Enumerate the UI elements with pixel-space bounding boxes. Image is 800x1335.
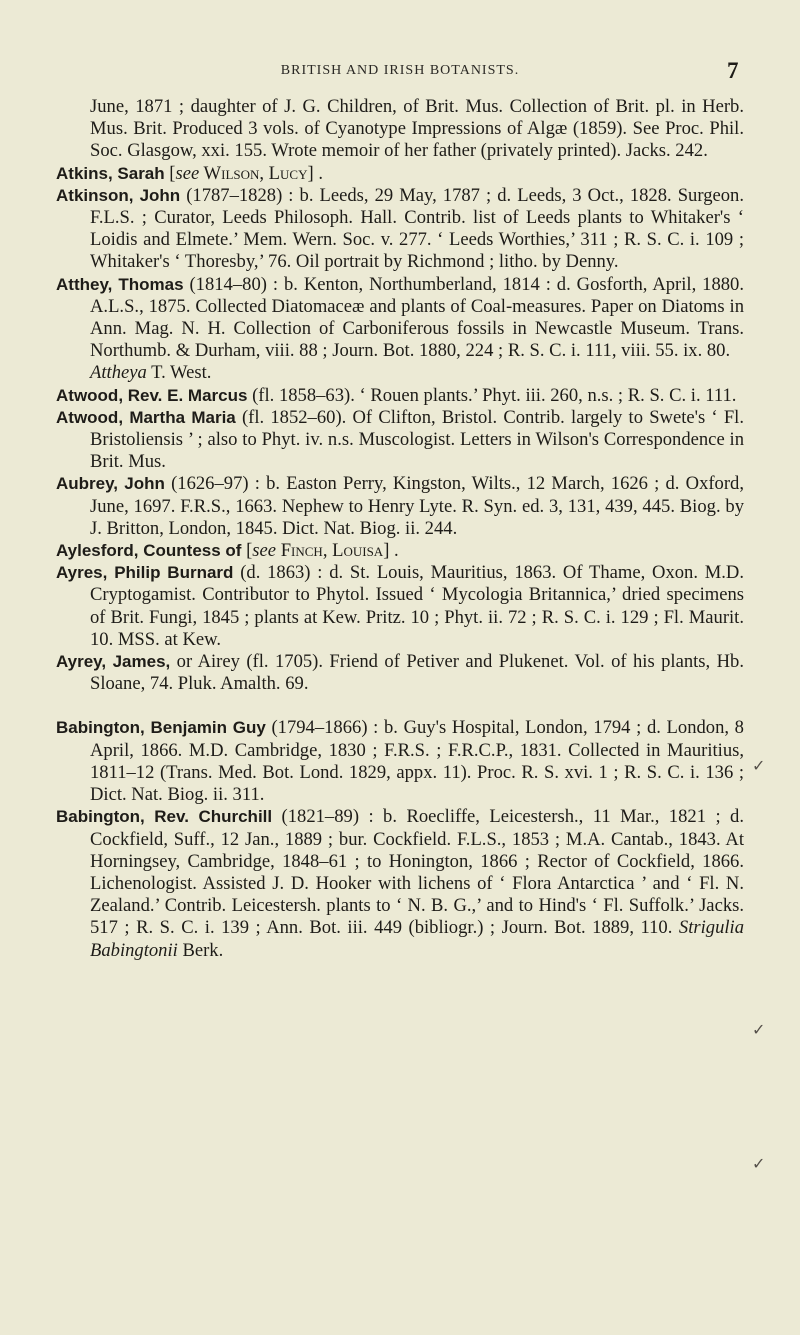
entry-name: Atwood, Martha Maria bbox=[56, 407, 236, 427]
entry-ayrey-james: Ayrey, James, or Airey (fl. 1705). Friend of Petiver and Plukenet. Vol. of his plants, Hb. Sloane, 74. Pluk. Amalth. 69. bbox=[56, 651, 744, 695]
entry-atthey-thomas: Atthey, Thomas (1814–80) : b. Kenton, Northumberland, 1814 : d. Gosforth, April, 1880. A.L.S., 1875. Collected Diatomaceæ and plants of Coal-measures. Paper on Diatoms in Ann. Mag. N. H. Collection of Carboniferous fossils in Newcastle Museum. Trans. Northumb. & Durham, viii. 88 ; Journ. Bot. 1880, 224 ; R. S. C. i. 111, viii. 55. ix. 80. Attheya T. West. bbox=[56, 273, 744, 384]
entry-babington-churchill: Babington, Rev. Churchill (1821–89) : b. Roecliffe, Leicestersh., 11 Mar., 1821 ; d. Cockfield, Suff., 12 Jan., 1889 ; bur. Cockfield. F.L.S., 1853 ; M.A. Cantab., 1843. At Horningsey, Cambridge, 1848–61 ; to Honington, 1866 ; Rector of Cockfield, 1866. Lichenologist. Assisted J. D. Hooker with lichens of ‘ Flora Antarctica ’ and ‘ Fl. N. Zealand.’ Contrib. Leicestersh. plants to ‘ N. B. G.,’ and to Hind's ‘ Fl. Suffolk.’ Jacks. 517 ; R. S. C. i. 139 ; Ann. Bot. iii. 449 (bibliogr.) ; Journ. Bot. 1889, 110. Strigulia Babingtonii Berk. bbox=[56, 806, 744, 961]
running-header: BRITISH AND IRISH BOTANISTS. bbox=[280, 63, 520, 78]
entry-continuation: June, 1871 ; daughter of J. G. Children, of Brit. Mus. Collection of Brit. pl. in Herb. Mus. Brit. Produced 3 vols. of Cyanotype Impressions of Algæ (1859). See Proc. Phil. Soc. Glasgow, xxi. 155. Wrote memoir of her father (privately printed). Jacks. 242. bbox=[90, 96, 744, 162]
entry-name: Babington, Benjamin Guy bbox=[56, 718, 266, 738]
entry-name: Ayres, Philip Burnard bbox=[56, 563, 234, 583]
entry-atwood-e-marcus: Atwood, Rev. E. Marcus (fl. 1858–63). ‘ Rouen plants.’ Phyt. iii. 260, n.s. ; R. S. C. i. 111. bbox=[56, 384, 737, 406]
entry-aylesford-countess: Aylesford, Countess of [see Finch, Louisa] . bbox=[56, 540, 399, 562]
entry-atkinson-john: Atkinson, John (1787–1828) : b. Leeds, 29 May, 1787 ; d. Leeds, 3 Oct., 1828. Surgeon. F.L.S. ; Curator, Leeds Philosoph. Hall. Contrib. list of Leeds plants to Whitaker's ‘ Loidis and Elmete.’ Mem. Wern. Soc. v. 277. ‘ Leeds Worthies,’ 311 ; R. S. C. i. 109 ; Whitaker's ‘ Thoresby,’ 76. Oil portrait by Richmond ; litho. by Denny. bbox=[56, 184, 744, 273]
page-number: 7 bbox=[727, 58, 739, 83]
margin-check-icon: ✓ bbox=[752, 1020, 766, 1039]
entry-atwood-martha-maria: Atwood, Martha Maria (fl. 1852–60). Of Clifton, Bristol. Contrib. largely to Swete's ‘ Fl. Bristoliensis ’ ; also to Phyt. iv. n.s. Muscologist. Letters in Wilson's Correspondence in Brit. Mus. bbox=[56, 406, 744, 473]
entry-name: Aylesford, Countess of bbox=[56, 541, 242, 561]
entry-name: Atkins, Sarah bbox=[56, 163, 165, 183]
entry-name: Atkinson, John bbox=[56, 185, 181, 205]
margin-check-icon: ✓ bbox=[752, 756, 766, 775]
entry-name: Babington, Rev. Churchill bbox=[56, 807, 273, 827]
entry-aubrey-john: Aubrey, John (1626–97) : b. Easton Perry, Kingston, Wilts., 12 March, 1626 ; d. Oxford, June, 1697. F.R.S., 1663. Nephew to Henry Lyte. R. Syn. ed. 3, 131, 439, 445. Biog. by J. Britton, London, 1845. Dict. Nat. Biog. ii. 244. bbox=[56, 473, 744, 539]
entry-name: Atwood, Rev. E. Marcus bbox=[56, 385, 248, 405]
margin-check-icon: ✓ bbox=[752, 1154, 766, 1173]
entry-name: Ayrey, James, bbox=[56, 652, 171, 672]
entry-name: Atthey, Thomas bbox=[56, 274, 184, 294]
entry-name: Aubrey, John bbox=[56, 474, 165, 494]
entries-list bbox=[56, 96, 744, 962]
entry-babington-benjamin: Babington, Benjamin Guy (1794–1866) : b. Guy's Hospital, London, 1794 ; d. London, 8 April, 1866. M.D. Cambridge, 1830 ; F.R.S. ; F.R.C.P., 1831. Collected in Mauritius, 1811–12 (Trans. Med. Bot. Lond. 1829, appx. 11). Proc. R. S. xvi. 1 ; R. S. C. i. 136 ; Dict. Nat. Biog. ii. 311. bbox=[56, 717, 744, 806]
entry-ayres-philip: Ayres, Philip Burnard (d. 1863) : d. St. Louis, Mauritius, 1863. Of Thame, Oxon. M.D. Cryptogamist. Contributor to Phytol. Issued ‘ Mycologia Britannica,’ dried specimens of Brit. Fungi, 1845 ; plants at Kew. Pritz. 10 ; Phyt. ii. 72 ; R. S. C. i. 129 ; Fl. Maurit. 10. MSS. at Kew. bbox=[56, 562, 745, 650]
entry-atkins-sarah: Atkins, Sarah [see Wilson, Lucy] . bbox=[56, 162, 323, 184]
